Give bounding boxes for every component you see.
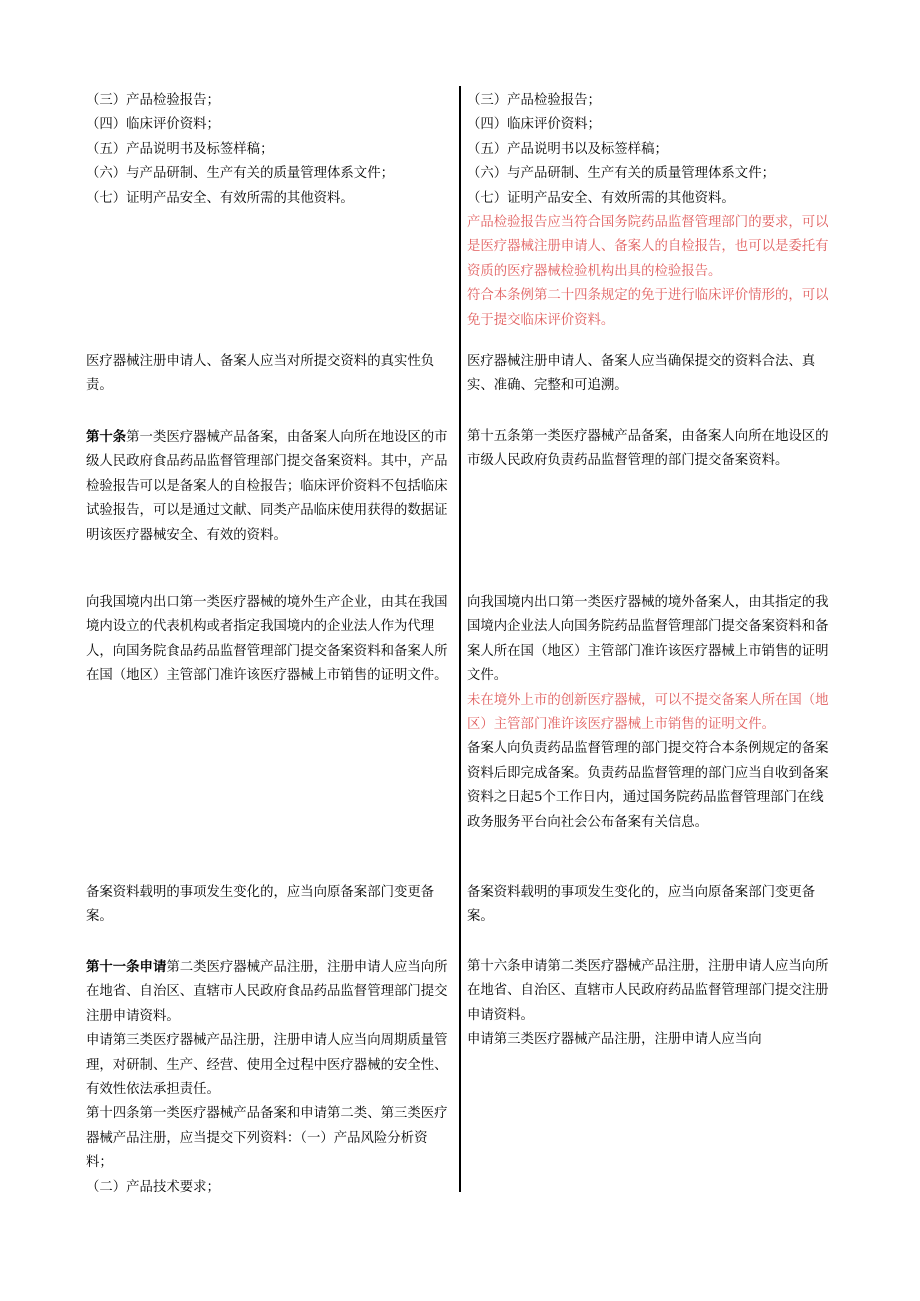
- added-text-clinical-exemption: 符合本条例第二十四条规定的免于进行临床评价情形的，可以免于提交临床评价资料。: [467, 288, 829, 328]
- article-body: 第一类医疗器械产品备案，由备案人向所在地设区的市级人民政府食品药品监督管理部门提交备案资料。其中，产品检验报告可以是备案人的自检报告；临床评价资料不包括临床试验报告，可以是通过文献、同类产品临床使用获得的数据证明该医疗器械安全、有效的资料。: [86, 430, 448, 543]
- right-list-item: （四）临床评价资料；: [467, 117, 601, 133]
- added-text-inspection-report: 产品检验报告应当符合国务院药品监督管理部门的要求，可以是医疗器械注册申请人、备案人的自检报告，也可以是委托有资质的医疗器械检验机构出具的检验报告。: [467, 215, 829, 279]
- right-list-item: （六）与产品研制、生产有关的质量管理体系文件；: [467, 166, 775, 182]
- left-article-11: [86, 955, 452, 1200]
- left-list-item: （六）与产品研制、生产有关的质量管理体系文件；: [86, 166, 394, 182]
- left-paragraph-change: [86, 881, 452, 930]
- right-list-item: （三）产品检验报告；: [467, 93, 601, 108]
- left-list-item: （四）临床评价资料；: [86, 117, 220, 133]
- left-article-10: [86, 425, 452, 548]
- right-list-item: （五）产品说明书以及标签样稿；: [467, 141, 668, 157]
- paragraph-text: 向我国境内出口第一类医疗器械的境外生产企业，由其在我国境内设立的代表机构或者指定我国境内的企业法人作为代理人，向国务院食品药品监督管理部门提交备案资料和备案人所在国（地区）主管部门准许该医疗器械上市销售的证明文件。: [86, 595, 448, 684]
- left-list-item: （三）产品检验报告；: [86, 93, 220, 108]
- right-list-item: （七）证明产品安全、有效所需的其他资料。: [467, 190, 735, 206]
- right-list-items: [467, 89, 832, 333]
- article-body: 第二类医疗器械产品注册，注册申请人应当向所在地省、自治区、直辖市人民政府食品药品监督管理部门提交注册申请资料。: [86, 960, 448, 1024]
- left-list-item: （七）证明产品安全、有效所需的其他资料。: [86, 190, 354, 206]
- paragraph-text: 向我国境内出口第一类医疗器械的境外备案人，由其指定的我国境内企业法人向国务院药品监督管理部门提交备案资料和备案人所在国（地区）主管部门准许该医疗器械上市销售的证明文件。: [467, 595, 829, 684]
- paragraph-text: 第十五条第一类医疗器械产品备案，由备案人向所在地设区的市级人民政府负责药品监督管理的部门提交备案资料。: [467, 429, 829, 469]
- paragraph-text: 申请第三类医疗器械产品注册，注册申请人应当向周期质量管理，对研制、生产、经营、使用全过程中医疗器械的安全性、有效性依法承担责任。: [86, 1033, 448, 1098]
- column-divider: [459, 86, 461, 1192]
- right-article-15: [467, 425, 832, 474]
- paragraph-text: 申请第三类医疗器械产品注册，注册申请人应当向: [467, 1032, 762, 1048]
- paragraph-text: 备案资料载明的事项发生变化的，应当向原备案部门变更备案。: [467, 885, 816, 925]
- paragraph-text: 备案资料载明的事项发生变化的，应当向原备案部门变更备案。: [86, 885, 435, 925]
- paragraph-text: 第十六条申请第二类医疗器械产品注册，注册申请人应当向所在地省、自治区、直辖市人民政府药品监督管理部门提交注册申请资料。: [467, 959, 829, 1023]
- paragraph-text: 医疗器械注册申请人、备案人应当确保提交的资料合法、真实、准确、完整和可追溯。: [467, 354, 816, 394]
- left-list-items: [86, 89, 452, 211]
- right-paragraph-change: [467, 881, 832, 930]
- article-heading: 第十一条申请: [86, 959, 167, 975]
- left-paragraph-truthfulness: [86, 350, 452, 399]
- right-article-16: [467, 955, 832, 1053]
- left-paragraph-import: [86, 591, 452, 689]
- right-paragraph-truthfulness: [467, 350, 832, 399]
- paragraph-text: 第十四条第一类医疗器械产品备案和申请第二类、第三类医疗器械产品注册，应当提交下列资料：（一）产品风险分析资料；: [86, 1106, 448, 1171]
- left-list-item: （五）产品说明书及标签样稿；: [86, 141, 274, 157]
- right-paragraph-import: [467, 591, 832, 835]
- added-text-innovative-device: 未在境外上市的创新医疗器械，可以不提交备案人所在国（地区）主管部门准许该医疗器械上市销售的证明文件。: [467, 692, 829, 733]
- article-heading: 第十条: [86, 429, 127, 445]
- paragraph-text: 医疗器械注册申请人、备案人应当对所提交资料的真实性负责。: [86, 354, 435, 394]
- paragraph-text: 备案人向负责药品监督管理的部门提交符合本条例规定的备案资料后即完成备案。负责药品监督管理的部门应当自收到备案资料之日起5个工作日内，通过国务院药品监督管理部门在线政务服务平台向社会公布备案有关信息。: [467, 741, 829, 830]
- left-list-item: （二）产品技术要求；: [86, 1179, 220, 1195]
